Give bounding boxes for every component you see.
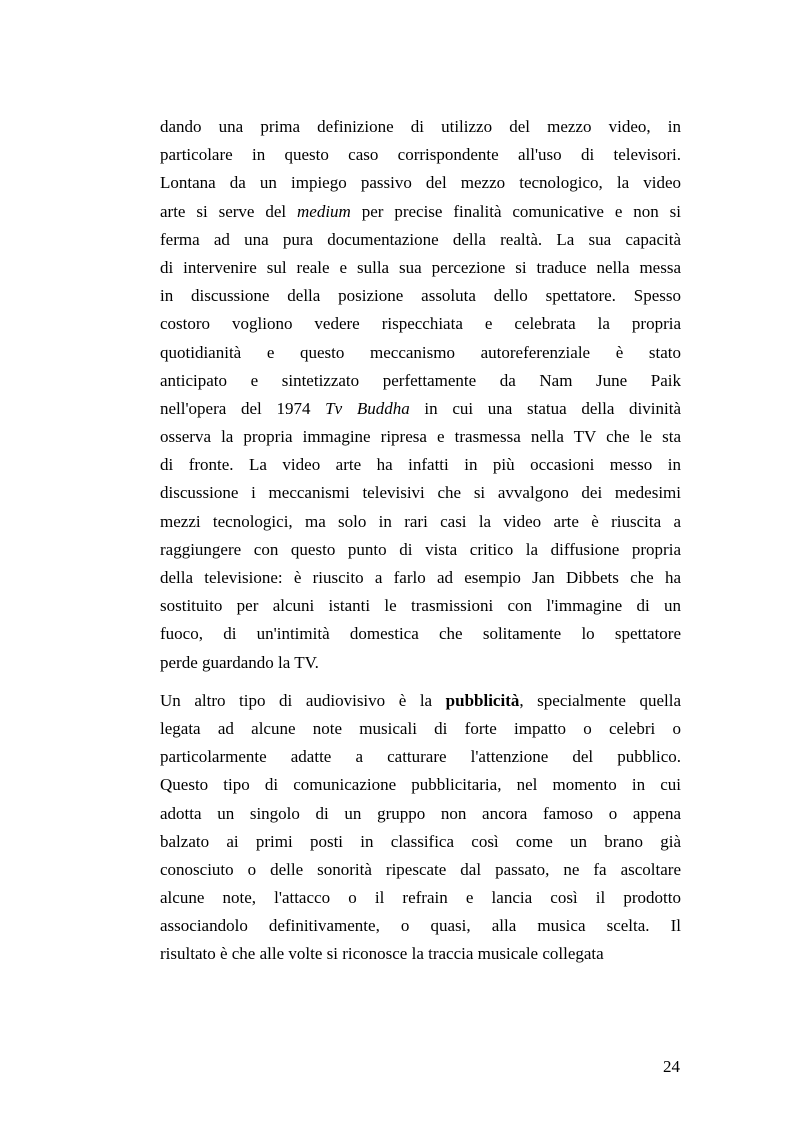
text-line: mezzi tecnologici, ma solo in rari casi la video arte è riuscita a <box>160 511 681 531</box>
text-line: anticipato e sintetizzato perfettamente da Nam June Paik <box>160 370 681 390</box>
text-line: Lontana da un impiego passivo del mezzo tecnologico, la video <box>160 173 681 193</box>
text-line: quotidianità e questo meccanismo autoreferenziale è stato <box>160 342 681 362</box>
text-line: associandolo definitivamente, o quasi, alla musica scelta. Il <box>160 916 681 936</box>
paragraph-video-arte <box>160 113 681 677</box>
text-line: particolare in questo caso corrispondente all'uso di televisori. <box>160 145 681 165</box>
text-line: osserva la propria immagine ripresa e trasmessa nella TV che le sta <box>160 427 681 447</box>
text-line: balzato ai primi posti in classifica così come un brano già <box>160 831 681 851</box>
text-line: particolarmente adatte a catturare l'attenzione del pubblico. <box>160 747 681 767</box>
text-line: dando una prima definizione di utilizzo del mezzo video, in <box>160 117 681 136</box>
paragraph-pubblicita <box>160 687 681 969</box>
paragraph-spacer <box>160 677 681 687</box>
body-text <box>160 113 681 969</box>
emphasis: Tv Buddha <box>325 398 410 418</box>
text-line: sostituito per alcuni istanti le trasmissioni con l'immagine di un <box>160 596 681 616</box>
text-line: Questo tipo di comunicazione pubblicitaria, nel momento in cui <box>160 775 681 795</box>
text-line: di fronte. La video arte ha infatti in più occasioni messo in <box>160 455 681 475</box>
emphasis: medium <box>297 201 351 221</box>
text-line: alcune note, l'attacco o il refrain e lancia così il prodotto <box>160 888 681 908</box>
text-line: raggiungere con questo punto di vista critico la diffusione propria <box>160 539 681 559</box>
text-line: ferma ad una pura documentazione della realtà. La sua capacità <box>160 229 681 249</box>
text-line: perde guardando la TV. <box>160 652 319 672</box>
text-line: di intervenire sul reale e sulla sua percezione si traduce nella messa <box>160 257 681 277</box>
text-line: costoro vogliono vedere rispecchiata e celebrata la propria <box>160 314 681 334</box>
text-line: fuoco, di un'intimità domestica che solitamente lo spettatore <box>160 624 681 644</box>
text-line: discussione i meccanismi televisivi che si avvalgono dei medesimi <box>160 483 681 503</box>
text-line: della televisione: è riuscito a farlo ad esempio Jan Dibbets che ha <box>160 568 681 587</box>
text-line: Un altro tipo di audiovisivo è la pubblicità, specialmente quella <box>160 690 681 710</box>
text-line: adotta un singolo di un gruppo non ancora famoso o appena <box>160 803 681 823</box>
bold-term: pubblicità <box>445 690 520 710</box>
page-number: 24 <box>663 1057 680 1076</box>
text-line: legata ad alcune note musicali di forte impatto o celebri o <box>160 718 681 738</box>
text-line: conosciuto o delle sonorità ripescate dal passato, ne fa ascoltare <box>160 859 681 879</box>
text-line: in discussione della posizione assoluta dello spettatore. Spesso <box>160 286 681 306</box>
text-line: risultato è che alle volte si riconosce la traccia musicale collegata <box>160 944 604 964</box>
text-line: nell'opera del 1974 Tv Buddha in cui una statua della divinità <box>160 398 681 418</box>
text-line: arte si serve del medium per precise finalità comunicative e non si <box>160 201 682 221</box>
